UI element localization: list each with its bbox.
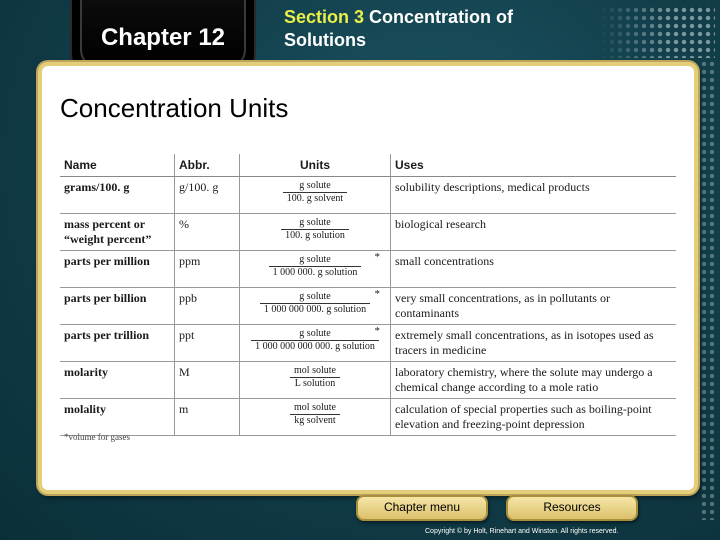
table-footnote: *volume for gases <box>64 432 130 442</box>
chapter-tab-inner <box>80 0 246 68</box>
units-numerator: g solute <box>260 291 370 304</box>
row-units-cell <box>240 399 391 436</box>
units-numerator: g solute <box>251 328 379 341</box>
section-label: Section 3 <box>284 7 365 27</box>
column-header-uses: Uses <box>391 154 677 177</box>
row-uses-cell: calculation of special properties such as boiling-point elevation and freezing-point depression <box>391 399 677 436</box>
slide-title: Concentration Units <box>60 93 289 123</box>
row-units-cell <box>240 362 391 399</box>
column-header-units: Units <box>240 154 391 177</box>
table-row <box>60 362 676 399</box>
resources-button[interactable]: Resources <box>506 495 638 521</box>
row-uses-cell: very small concentrations, as in pollutants or contaminants <box>391 288 677 325</box>
units-numerator: mol solute <box>290 402 340 415</box>
row-name-cell: molality <box>60 399 175 436</box>
row-abbr-cell: M <box>175 362 240 399</box>
section-name: Concentration of Solutions <box>284 7 514 50</box>
units-denominator: 1 000 000 000 000. g solution <box>255 341 375 352</box>
units-denominator: L solution <box>294 378 336 389</box>
units-fraction <box>283 180 347 205</box>
section-title <box>284 6 584 52</box>
row-units-cell <box>240 325 391 362</box>
row-abbr-cell: ppb <box>175 288 240 325</box>
row-units-cell <box>240 251 391 288</box>
dot-pattern-decoration <box>600 6 715 58</box>
chapter-title: Chapter 12 <box>100 24 226 51</box>
row-abbr-cell: ppm <box>175 251 240 288</box>
dot-pattern-side-decoration <box>700 60 718 520</box>
column-header-name: Name <box>60 154 175 177</box>
row-uses-cell: biological research <box>391 214 677 251</box>
units-fraction <box>290 365 340 390</box>
footnote-marker: * <box>374 325 380 337</box>
units-numerator: mol solute <box>290 365 340 378</box>
units-denominator: kg solvent <box>294 415 336 426</box>
units-denominator: 100. g solvent <box>286 193 344 204</box>
row-abbr-cell: g/100. g <box>175 177 240 214</box>
row-name-cell: parts per billion <box>60 288 175 325</box>
footnote-marker: * <box>374 251 380 263</box>
units-numerator: g solute <box>283 180 347 193</box>
units-denominator: 1 000 000 000. g solution <box>263 304 367 315</box>
row-uses-cell: solubility descriptions, medical products <box>391 177 677 214</box>
units-numerator: g solute <box>269 254 362 267</box>
row-units-cell <box>240 288 391 325</box>
row-units-cell <box>240 214 391 251</box>
table-header-row <box>60 154 676 177</box>
concentration-units-table <box>60 154 676 436</box>
units-denominator: 1 000 000. g solution <box>272 267 358 278</box>
row-name-cell: parts per million <box>60 251 175 288</box>
row-uses-cell: laboratory chemistry, where the solute may undergo a chemical change according to a mole ratio <box>391 362 677 399</box>
row-units-cell <box>240 177 391 214</box>
footnote-marker: * <box>374 288 380 300</box>
units-fraction <box>281 217 349 242</box>
units-fraction <box>290 402 340 427</box>
row-name-cell: molarity <box>60 362 175 399</box>
units-fraction <box>251 328 379 353</box>
table-row <box>60 288 676 325</box>
units-numerator: g solute <box>281 217 349 230</box>
row-name-cell: parts per trillion <box>60 325 175 362</box>
row-uses-cell: small concentrations <box>391 251 677 288</box>
row-uses-cell: extremely small concentrations, as in isotopes used as tracers in medicine <box>391 325 677 362</box>
table-row <box>60 214 676 251</box>
table-row <box>60 251 676 288</box>
copyright-text: Copyright © by Holt, Rinehart and Winston. All rights reserved. <box>425 528 619 535</box>
units-fraction <box>269 254 362 279</box>
row-name-cell: grams/100. g <box>60 177 175 214</box>
row-name-cell: mass percent or “weight percent” <box>60 214 175 251</box>
units-denominator: 100. g solution <box>285 230 345 241</box>
chapter-menu-button[interactable]: Chapter menu <box>356 495 488 521</box>
column-header-abbr: Abbr. <box>175 154 240 177</box>
table-row <box>60 399 676 436</box>
table-row <box>60 325 676 362</box>
row-abbr-cell: % <box>175 214 240 251</box>
units-fraction <box>260 291 370 316</box>
row-abbr-cell: ppt <box>175 325 240 362</box>
row-abbr-cell: m <box>175 399 240 436</box>
table-row <box>60 177 676 214</box>
